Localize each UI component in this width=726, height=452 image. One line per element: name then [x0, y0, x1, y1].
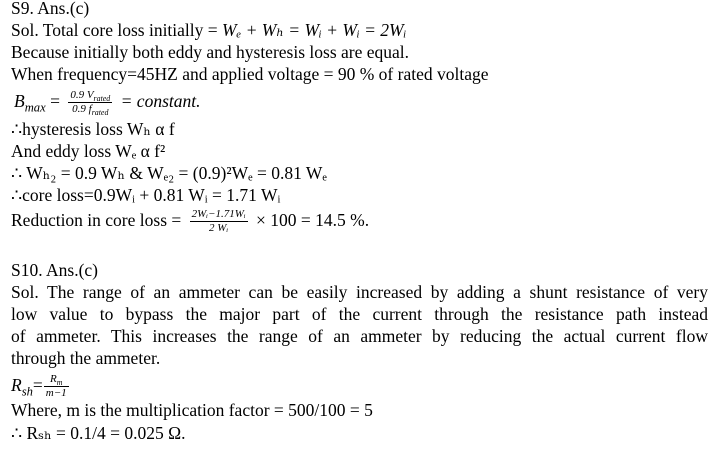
bmax-equation [14, 83, 201, 119]
s9-line1-prefix: Sol. Total core loss initially = [11, 20, 223, 40]
bmax-eq: = [50, 91, 60, 111]
bmax-den: 0.9 f [72, 103, 92, 116]
rsh-den: m−1 [45, 387, 67, 400]
s9-hysteresis: ∴hysteresis loss Wₕ α f [11, 119, 175, 139]
rsh-eq: = [32, 375, 43, 395]
bmax-fraction [68, 89, 112, 116]
reduction-suffix: × 100 = 14.5 %. [256, 210, 370, 230]
rsh-equation [11, 367, 73, 403]
s9-line1-math: Wₑ + Wₕ = Wᵢ + Wᵢ = 2Wᵢ [222, 20, 407, 40]
s10-result: ∴ Rₛₕ = 0.1/4 = 0.025 Ω. [11, 423, 186, 443]
reduction-prefix: Reduction in core loss = [11, 210, 182, 230]
rsh-lhs: R [11, 375, 22, 395]
s9-heading: S9. Ans.(c) [11, 0, 90, 18]
reduction-num: 2Wᵢ−1.71Wᵢ [191, 208, 246, 221]
rsh-num: R [49, 373, 57, 386]
bmax-sub: max [24, 100, 46, 115]
s10-para-line-1: Sol. The range of an ammeter can be easily increased by adding a shunt resistance of very [11, 282, 708, 302]
s10-para-line-2: low value to bypass the major part of the current through the resistance path instead [11, 304, 708, 324]
bmax-rhs: = constant. [120, 91, 201, 111]
s10-heading: S10. Ans.(c) [11, 260, 99, 280]
bmax-lhs: B [14, 91, 25, 111]
s9-coreloss: ∴core loss=0.9Wᵢ + 0.81 Wᵢ = 1.71 Wᵢ [11, 185, 281, 205]
s10-where: Where, m is the multiplication factor = 500/100 = 5 [11, 400, 373, 420]
s9-eddy: And eddy loss Wₑ α f² [11, 141, 166, 161]
s9-line2: Because initially both eddy and hysteresis loss are equal. [11, 42, 410, 62]
reduction-den: 2 Wᵢ [209, 222, 229, 235]
s10-para-last: through the ammeter. [11, 348, 161, 368]
rsh-num-sub: m [56, 378, 63, 388]
rsh-fraction [44, 373, 69, 400]
bmax-num: 0.9 V [70, 89, 94, 102]
s9-reduction [11, 202, 369, 238]
bmax-den-sub: rated [91, 108, 109, 118]
s9-line3: When frequency=45HZ and applied voltage = 90 % of rated voltage [11, 64, 489, 84]
rsh-sub: sh [21, 384, 33, 399]
s10-para-line-3: of ammeter. This increases the range of an ammeter by reducing the actual current flow [11, 326, 708, 346]
s9-line1 [11, 19, 406, 41]
bmax-num-sub: rated [93, 94, 111, 104]
s9-wh2: ∴ Wₕ₂ = 0.9 Wₕ & Wₑ₂ = (0.9)²Wₑ = 0.81 Wₑ [11, 163, 327, 183]
reduction-fraction [190, 208, 248, 235]
